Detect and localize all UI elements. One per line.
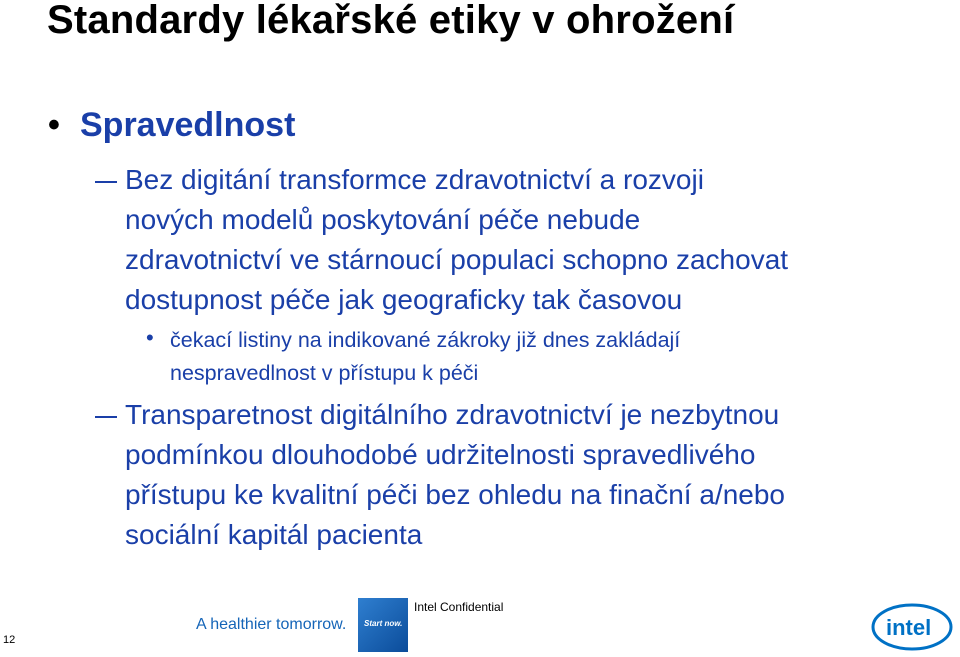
paragraph-2-line: přístupu ke kvalitní péči bez ohledu na finační a/nebo (125, 479, 785, 510)
dash-marker (95, 181, 117, 183)
sub-bullet-dot: • (146, 325, 154, 350)
bullet-spravedlnost (48, 106, 295, 145)
slide-title: Standardy lékařské etiky v ohrožení (47, 0, 735, 42)
footer-tagline: A healthier tomorrow. (196, 616, 347, 633)
paragraph-1-line: nových modelů poskytování péče nebude (125, 204, 641, 235)
paragraph-1-line: Bez digitání transformce zdravotnictví a rozvoji (125, 164, 704, 195)
paragraph-1-line: dostupnost péče jak geograficky tak časovou (125, 284, 683, 315)
paragraph-1 (125, 160, 788, 320)
sub-bullet-line: čekací listiny na indikované zákroky již dnes zakládají (170, 328, 681, 352)
paragraph-2-line: sociální kapitál pacienta (125, 519, 423, 550)
intel-logo-icon (870, 600, 954, 652)
start-now-label: Start now. (364, 619, 403, 628)
paragraph-1-line: zdravotnictví ve stárnoucí populaci schopno zachovat (125, 244, 789, 275)
dash-marker (95, 416, 117, 418)
paragraph-2 (125, 395, 785, 555)
start-now-badge (358, 598, 408, 652)
bullet-dot: • (48, 106, 60, 144)
paragraph-2-line: Transparetnost digitálního zdravotnictví je nezbytnou (125, 399, 780, 430)
bullet-spravedlnost-label: Spravedlnost (80, 106, 296, 144)
confidentiality-label: Intel Confidential (414, 600, 504, 614)
paragraph-2-line: podmínkou dlouhodobé udržitelnosti spravedlivého (125, 439, 756, 470)
intel-logo-text: intel (886, 615, 932, 640)
sub-bullet-line: nespravedlnost v přístupu k péči (170, 361, 479, 385)
sub-bullet-text (170, 324, 910, 390)
page-number: 12 (3, 634, 16, 646)
